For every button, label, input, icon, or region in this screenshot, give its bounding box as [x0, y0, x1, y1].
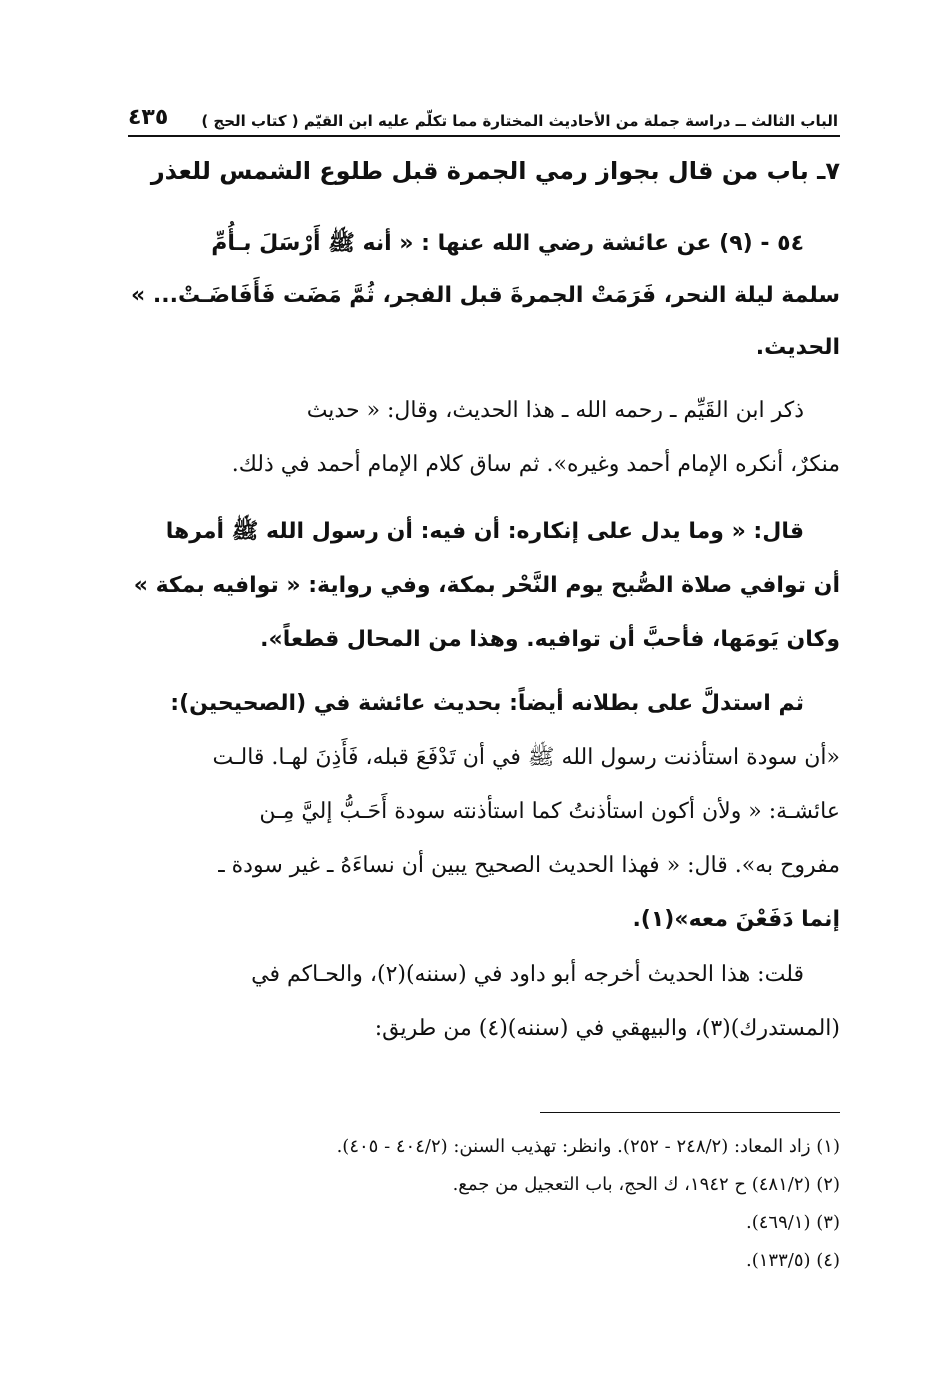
paragraph-line: عائشـة: « ولأن أكون استأذنتُ كما استأذنته سودة أَحَـبُّ إليَّ مِـن [259, 799, 840, 824]
chapter-heading [128, 148, 840, 194]
footnote-rule [540, 1112, 840, 1113]
running-header [128, 100, 838, 130]
paragraph-line: ذكر ابن القَيِّم ـ رحمه الله ـ هذا الحديث، وقال: « حديث [306, 398, 804, 423]
paragraph-line: مفروح به». قال: « فهذا الحديث الصحيح يبين أن نساءَهُ ـ غير سودة ـ [218, 853, 840, 878]
hadith-line: ٥٤ - (٩) عن عائشة رضي الله عنها : « أنه ﷺ أَرْسَلَ بـأُمِّ [211, 231, 804, 256]
paragraph-line: منكرٌ، أنكره الإمام أحمد وغيره». ثم ساق كلام الإمام أحمد في ذلك. [231, 452, 840, 477]
header-rule [128, 135, 840, 137]
footnote: (٣) (٤٦٩/١). [746, 1212, 840, 1233]
paragraph-line: «أن سودة استأذنت رسول الله ﷺ في أن تَدْفَعَ قبله، فَأَذِنَ لهـا. قالـت [212, 745, 840, 770]
running-title: الباب الثالث ــ دراسة جملة من الأحاديث المختارة مما تكلّم عليه ابن القيّم ( كتاب الحج ) [201, 112, 838, 130]
footnote: (٤) (١٣٣/٥). [746, 1250, 840, 1271]
paragraph-aisha-evidence [128, 677, 840, 947]
paragraph-line: أن توافي صلاة الصُّبح يوم النَّحْر بمكة، وفي رواية: « توافيه بمكة » [133, 573, 840, 598]
chapter-heading-text: ٧ـ باب من قال بجواز رمي الجمرة قبل طلوع الشمس للعذر [150, 157, 840, 185]
paragraph-line: ثم استدلَّ على بطلانه أيضاً: بحديث عائشة في (الصحيحين): [170, 691, 804, 716]
hadith-line: سلمة ليلة النحر، فَرَمَتْ الجمرةَ قبل الفجر، ثُمَّ مَضَت فَأَفَاضَـتْ... » [131, 283, 840, 308]
paragraph-line: قلت: هذا الحديث أخرجه أبو داود في (سننه)(٢)، والحـاكم في [251, 962, 804, 987]
paragraph-takhrij [128, 948, 840, 1056]
hadith-line: الحديث. [755, 335, 840, 360]
paragraph-line: قال: « وما يدل على إنكاره: أن فيه: أن رسول الله ﷺ أمرها [165, 519, 804, 544]
hadith-text [128, 218, 840, 374]
paragraph-line: إنما دَفَعْنَ معه»(١). [632, 907, 840, 932]
paragraph-denial-reason [128, 505, 840, 667]
paragraph-ibn-qayyim [128, 384, 840, 492]
page-number: ٤٣٥ [128, 105, 169, 130]
paragraph-line: وكان يَومَها، فأحبَّ أن توافيه. وهذا من المحال قطعاً». [260, 627, 840, 652]
paragraph-line: (المستدرك)(٣)، والبيهقي في (سننه)(٤) من طريق: [374, 1016, 840, 1041]
footnotes [128, 1128, 840, 1280]
footnote: (١) زاد المعاد: (٢٤٨/٢ - ٢٥٢). وانظر: تهذيب السنن: (٤٠٤/٢ - ٤٠٥). [336, 1136, 840, 1157]
footnote: (٢) (٤٨١/٢) ح ١٩٤٢، ك الحج، باب التعجيل من جمع. [452, 1174, 840, 1195]
